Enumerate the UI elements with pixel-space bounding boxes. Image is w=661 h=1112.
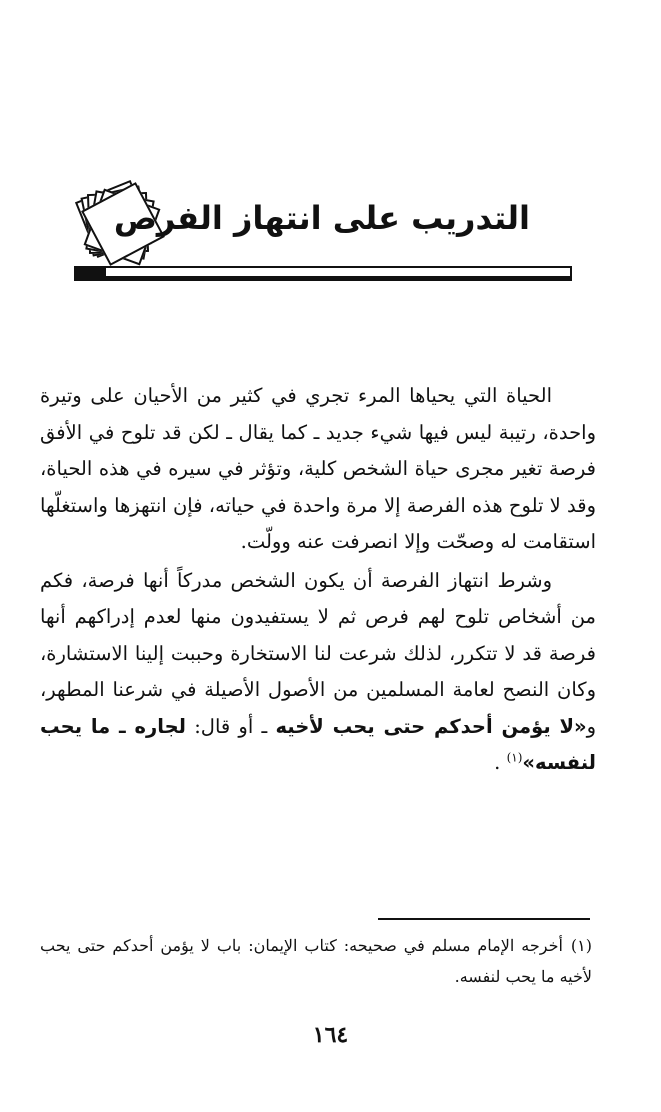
end-mark: . <box>494 751 501 774</box>
footnote-reference: (١) <box>506 750 523 765</box>
body-text <box>40 378 596 782</box>
paragraph-text: وشرط انتهاز الفرصة أن يكون الشخص مدركاً أنها فرصة، فكم من أشخاص تلوح لهم فرص ثم لا يستفيدون منها لعدم إدراكهم أنها فرصة قد لا تتكرر، لذلك شرعت لنا الاستخارة وحببت إلينا الاستشارة، وكان النصح لعامة المسلمين من الأصول الأصيلة في شرعنا المطهر، و <box>40 568 597 738</box>
connector-text: ـ أو قال: <box>194 714 268 738</box>
paragraph <box>40 563 596 782</box>
footnote-number: (١) <box>570 936 592 955</box>
footnote <box>40 930 592 992</box>
chapter-header <box>60 165 580 295</box>
header-rule-bar <box>74 266 572 278</box>
hadith-quote: «لا يؤمن أحدكم حتى يحب لأخيه <box>275 714 587 738</box>
paragraph: الحياة التي يحياها المرء تجري في كثير من الأحيان على وتيرة واحدة، رتيبة ليس فيها شيء جديد ـ كما يقال ـ لكن قد تلوح في الأفق فرصة تغير مجرى حياة الشخص كلية، وتؤثر في سيره في هذه الحياة، وقد لا تلوح هذه الفرصة إلا مرة واحدة في حياته، فإن انتهزها واستغلّها استقامت له وصحّت وإلا انصرفت عنه وولّت. <box>40 384 596 553</box>
chapter-title: التدريب على انتهاز الفرص <box>113 199 530 237</box>
footnote-separator <box>378 918 590 920</box>
hadith-quote: لجاره ـ ما يحب لنفسه» <box>40 714 596 774</box>
footnote-line <box>40 930 592 992</box>
footnote-text: أخرجه الإمام مسلم في صحيحه: كتاب الإيمان: باب لا يؤمن أحدكم حتى يحب لأخيه ما يحب لنفسه. <box>40 936 592 986</box>
page-number: ١٦٤ <box>312 1022 349 1048</box>
